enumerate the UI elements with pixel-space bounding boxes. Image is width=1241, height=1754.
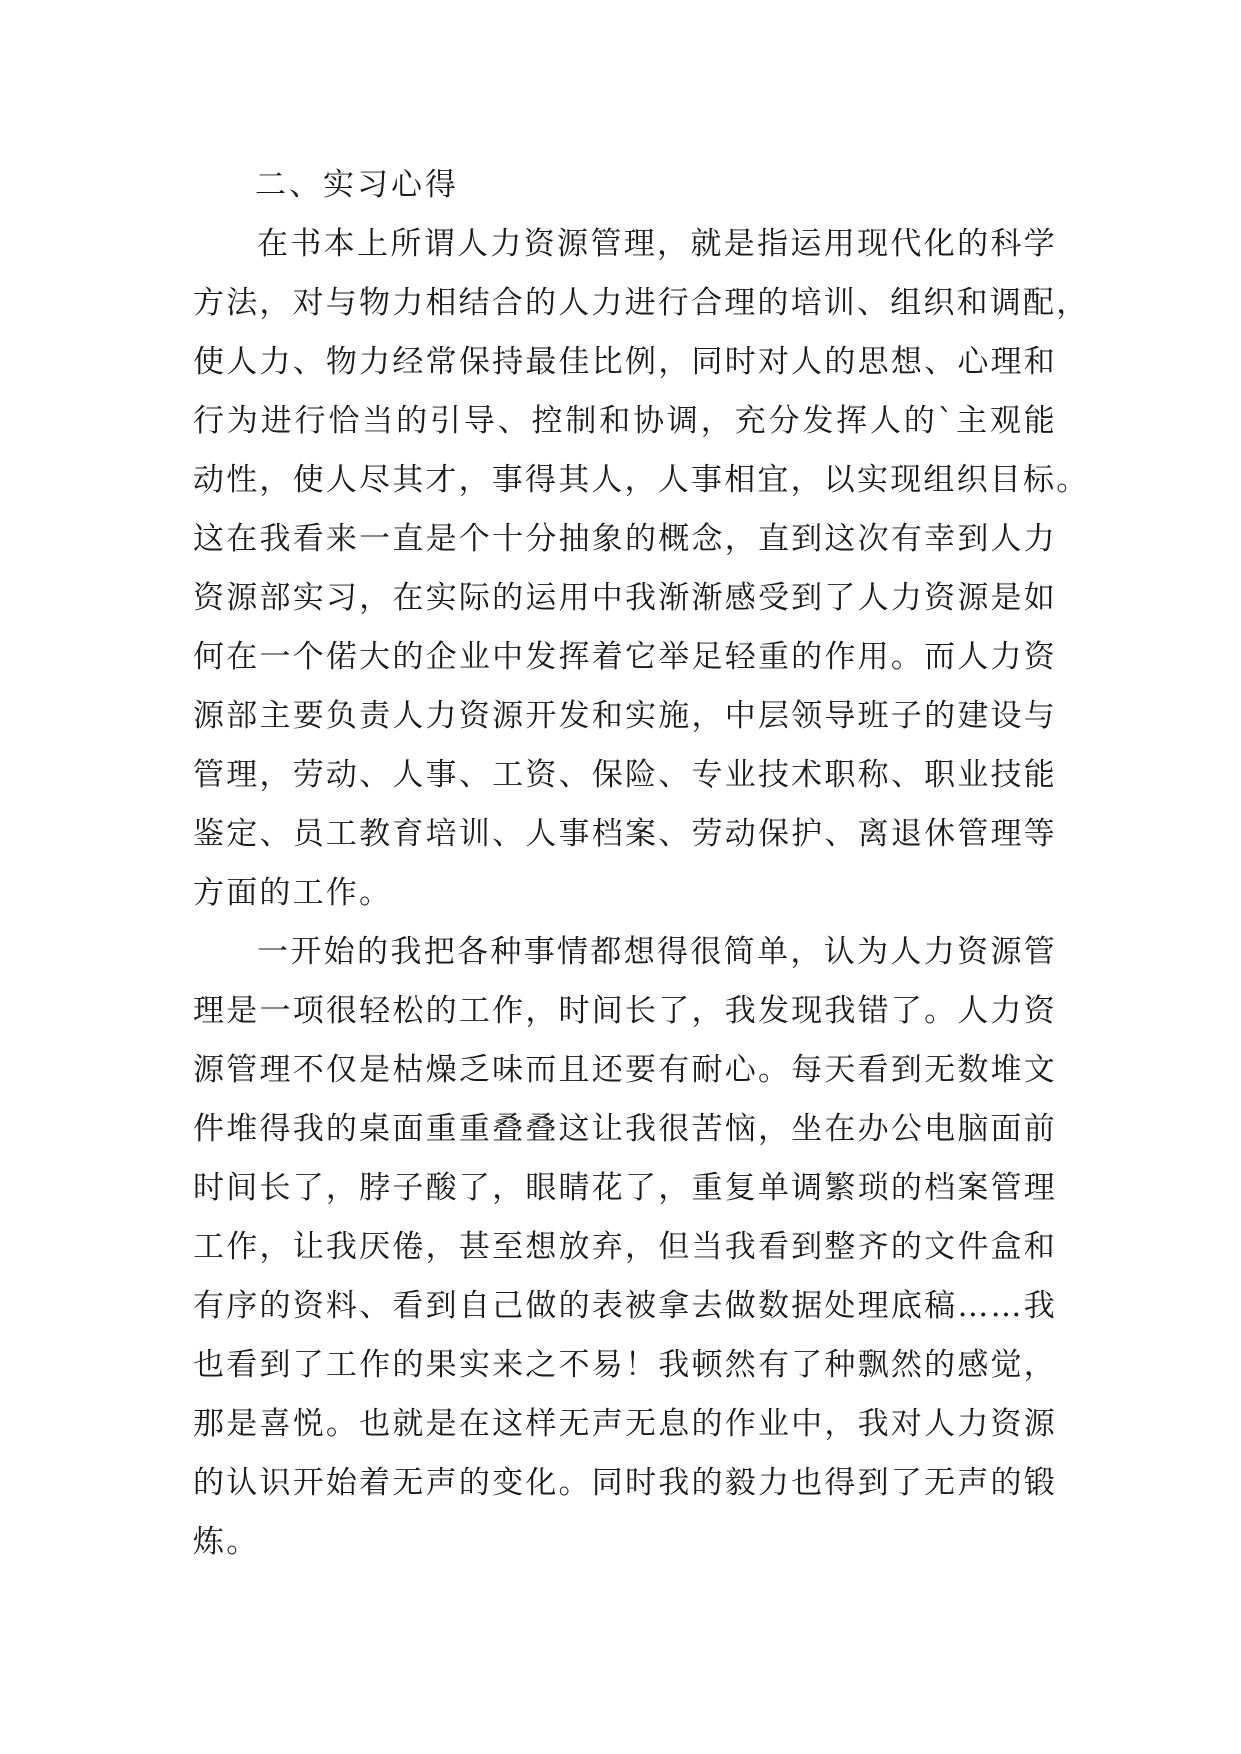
paragraph-line: 理是一项很轻松的工作，时间长了，我发现我错了。人力资 [193,993,1057,1029]
document-body [193,156,1090,1572]
paragraph-line: 方面的工作。 [193,875,393,911]
paragraph-line: 也看到了工作的果实来之不易！我顿然有了种飘然的感觉， [193,1347,1057,1383]
paragraph-line: 这在我看来一直是个十分抽象的概念，直到这次有幸到人力 [193,521,1057,557]
section-heading: 二、实习心得 [255,167,459,203]
paragraph-line: 行为进行恰当的引导、控制和协调，充分发挥人的`主观能 [193,403,1057,439]
paragraph-line: 管理，劳动、人事、工资、保险、专业技术职称、职业技能 [193,757,1057,793]
paragraph-line: 方法，对与物力相结合的人力进行合理的培训、组织和调配， [193,285,1090,321]
paragraph-line: 工作，让我厌倦，甚至想放弃，但当我看到整齐的文件盒和 [193,1229,1057,1265]
paragraph-line: 时间长了，脖子酸了，眼睛花了，重复单调繁琐的档案管理 [193,1170,1057,1206]
paragraph-line: 一开始的我把各种事情都想得很简单，认为人力资源管 [257,934,1057,970]
paragraph-line: 在书本上所谓人力资源管理，就是指运用现代化的科学 [257,226,1057,262]
paragraph-line: 使人力、物力经常保持最佳比例，同时对人的思想、心理和 [193,344,1057,380]
paragraph-line: 何在一个偌大的企业中发挥着它举足轻重的作用。而人力资 [193,639,1057,675]
paragraph-line: 有序的资料、看到自己做的表被拿去做数据处理底稿……我 [193,1288,1057,1324]
paragraph-line: 源部主要负责人力资源开发和实施，中层领导班子的建设与 [193,698,1057,734]
paragraph-1 [193,215,1090,923]
paragraph-line: 的认识开始着无声的变化。同时我的毅力也得到了无声的锻 [193,1465,1057,1501]
paragraph-line: 鉴定、员工教育培训、人事档案、劳动保护、离退休管理等 [193,816,1057,852]
paragraph-line: 资源部实习，在实际的运用中我渐渐感受到了人力资源是如 [193,580,1057,616]
paragraph-line: 那是喜悦。也就是在这样无声无息的作业中，我对人力资源 [193,1406,1057,1442]
paragraph-line: 炼。 [193,1524,260,1560]
paragraph-line: 源管理不仅是枯燥乏味而且还要有耐心。每天看到无数堆文 [193,1052,1057,1088]
paragraph-line: 动性，使人尽其才，事得其人，人事相宜，以实现组织目标。 [193,462,1090,498]
paragraph-line: 件堆得我的桌面重重叠叠这让我很苦恼，坐在办公电脑面前 [193,1111,1057,1147]
paragraph-2 [193,923,1057,1572]
